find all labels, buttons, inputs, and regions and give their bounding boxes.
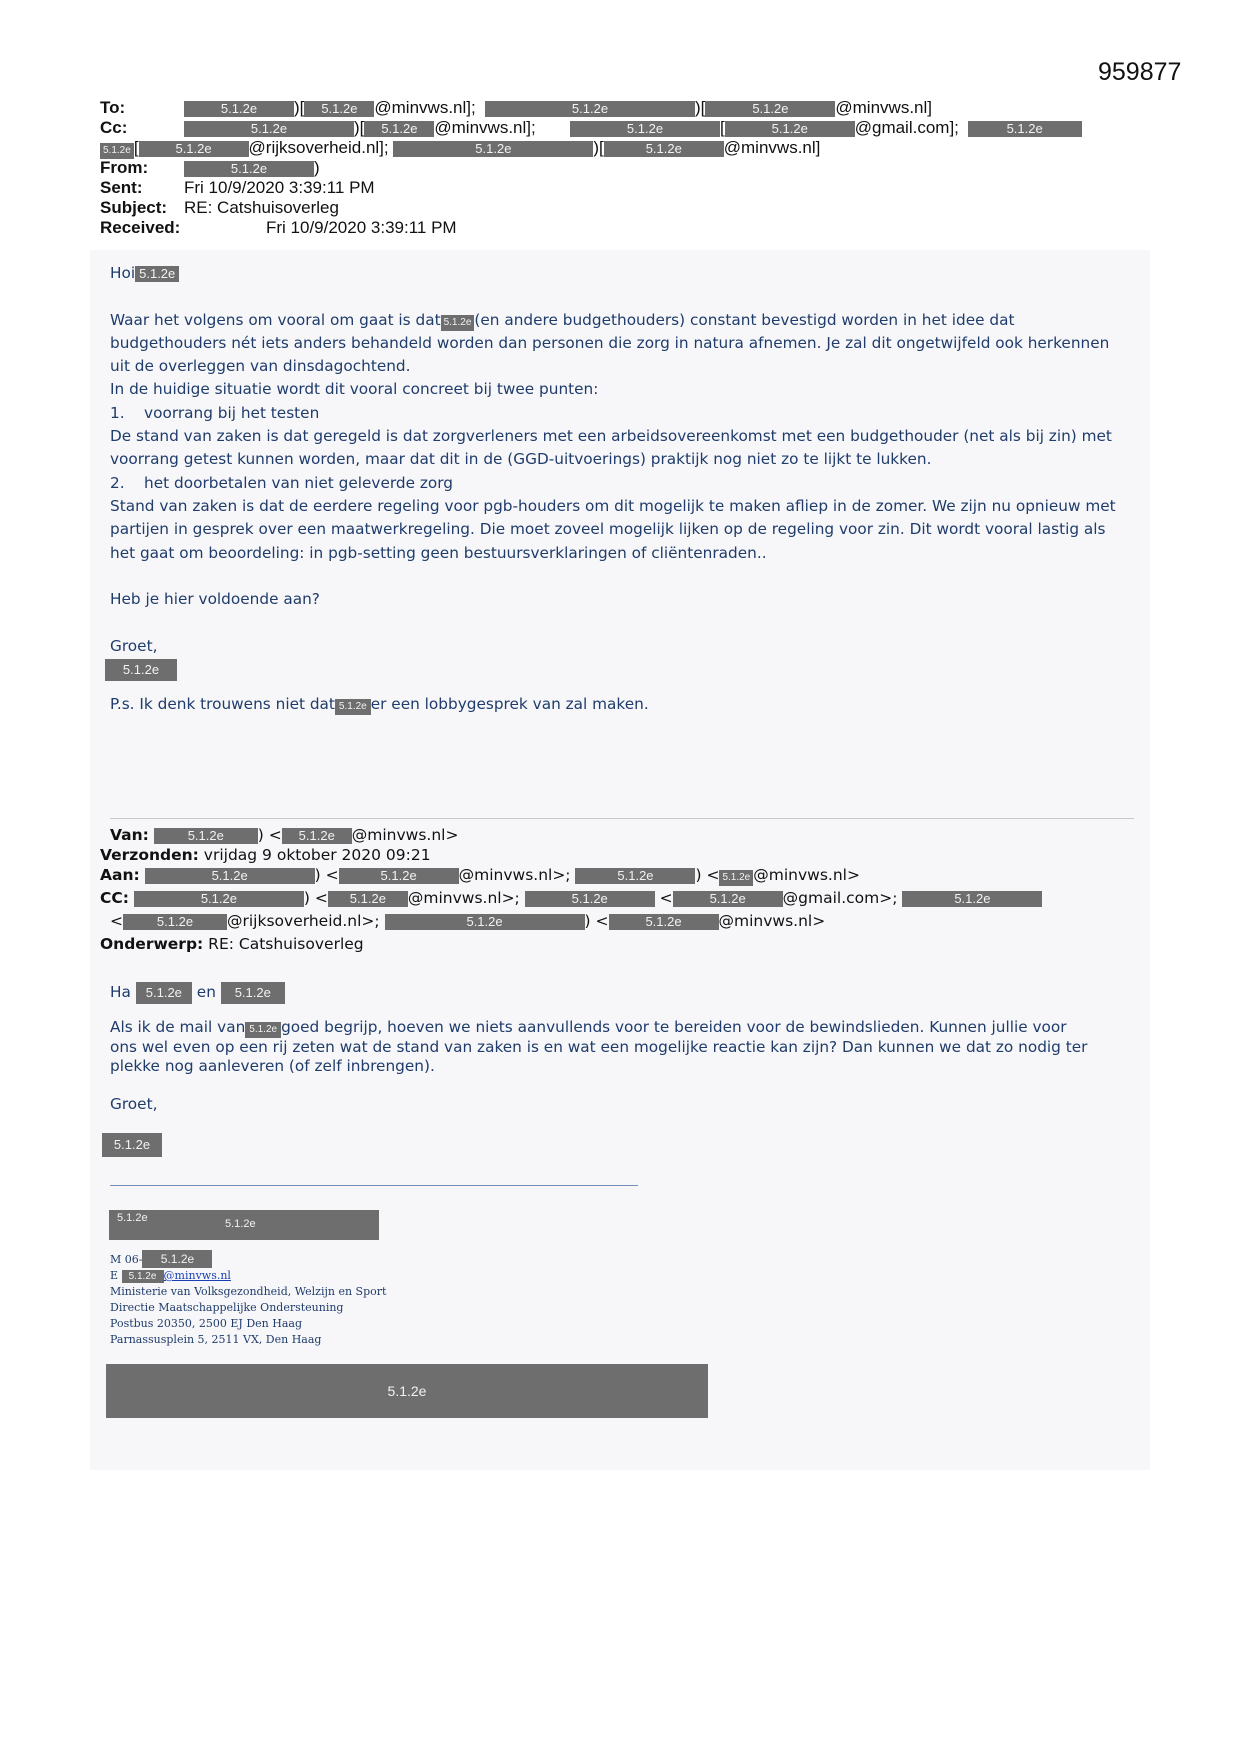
- redaction: 5.1.2e: [184, 121, 354, 137]
- email-domain: @minvws.nl>: [753, 866, 860, 884]
- onderwerp-row: [100, 933, 364, 956]
- body-text: goed begrijp, hoeven we niets aanvullends voor te bereiden voor de bewindslieden. Kunnen jullie voor: [281, 1018, 1067, 1036]
- redaction: 5.1.2e: [609, 914, 719, 930]
- email-link[interactable]: @minvws.nl: [163, 1269, 231, 1282]
- mobile-line: [110, 1250, 386, 1268]
- body-text: Heb je hier voldoende aan?: [110, 590, 320, 609]
- body-text: Stand van zaken is dat de eerdere regeling voor pgb-houders om dit mogelijk te maken afliep in de zomer. We zijn nu opnieuw met: [110, 496, 1116, 515]
- redaction: 5.1.2e: [364, 121, 434, 137]
- email-domain: @gmail.com>;: [782, 889, 898, 907]
- cc-label: CC:: [100, 889, 129, 907]
- directorate: Directie Maatschappelijke Ondersteuning: [110, 1301, 344, 1314]
- email-domain: @minvws.nl>: [718, 912, 826, 930]
- redaction: 5.1.2e: [485, 101, 695, 117]
- redaction: 5.1.2e: [282, 828, 352, 844]
- sent-label: Sent:: [100, 178, 143, 197]
- message-body-2: [110, 982, 1140, 1157]
- redaction: 5.1.2e: [385, 914, 585, 930]
- redaction: 5.1.2e: [902, 891, 1042, 907]
- body-text: ons wel even op een rij zeten wat de stand van zaken is en wat een mogelijke reactie kan zijn? Dan kunnen we dat zo nodig ter: [110, 1038, 1088, 1056]
- email-domain: @minvws.nl>: [351, 826, 459, 844]
- email-prefix: E: [110, 1269, 119, 1282]
- redaction: 5.1.2e: [123, 914, 227, 930]
- ministry: Ministerie van Volksgezondheid, Welzijn en Sport: [110, 1285, 387, 1298]
- body-text: plekke nog aanleveren (of zelf inbrengen).: [110, 1057, 435, 1075]
- punct: ) <: [314, 866, 339, 884]
- redaction: 5.1.2e: [393, 141, 593, 157]
- redaction: 5.1.2e: [335, 699, 371, 715]
- list-item: 1. voorrang bij het testen: [110, 403, 320, 422]
- body-text: partijen in gesprek over een maatwerkregeling. Die moet zoveel mogelijk lijken op de regeling voor zin. Dit wordt vooral lastig als: [110, 520, 1106, 539]
- signature: [110, 1250, 386, 1348]
- punct: <: [659, 889, 673, 907]
- body-text: (en andere budgethouders) constant bevestigd worden in het idee dat: [474, 310, 1015, 329]
- redaction: 5.1.2e: [245, 1022, 281, 1038]
- verzonden-label: Verzonden:: [100, 846, 199, 864]
- email-domain: @minvws.nl]: [723, 138, 821, 157]
- email-domain: @minvws.nl>;: [407, 889, 520, 907]
- redaction-label: 5.1.2e: [225, 1218, 256, 1230]
- punct: ) <: [584, 912, 609, 930]
- redaction: 5.1.2e: [570, 121, 720, 137]
- ps-text: er een lobbygesprek van zal maken.: [370, 695, 649, 714]
- punct: <: [110, 912, 123, 930]
- redaction: 5.1.2e: [136, 982, 192, 1004]
- message-body-1: [110, 262, 1140, 717]
- email-domain: @minvws.nl];: [434, 118, 536, 137]
- subject-label: Subject:: [100, 198, 168, 217]
- redaction: 5.1.2e: [304, 101, 374, 117]
- redaction-banner: 5.1.2e: [106, 1364, 708, 1418]
- redaction-label: 5.1.2e: [117, 1212, 148, 1224]
- cc2-row-cont: [110, 910, 825, 933]
- closing: Groet,: [110, 636, 158, 655]
- body-text: uit de overleggen van dinsdagochtend.: [110, 357, 411, 376]
- redaction: 5.1.2e: [221, 982, 285, 1004]
- redaction: 5.1.2e: [145, 868, 315, 884]
- van-label: Van:: [110, 826, 149, 844]
- ps-text: P.s. Ik denk trouwens niet dat: [110, 695, 335, 714]
- redaction: 5.1.2e: [673, 891, 783, 907]
- redaction: 5.1.2e: [102, 1133, 162, 1157]
- paren: ): [314, 158, 320, 177]
- greeting: Ha: [110, 983, 131, 1001]
- greeting: en: [196, 983, 216, 1001]
- redaction: 5.1.2e: [154, 828, 258, 844]
- onderwerp-value: RE: Catshuisoverleg: [208, 935, 364, 953]
- punct: ) <: [695, 866, 720, 884]
- cc-row-cont: 5.1.2e [ 5.1.2e @rijksoverheid.nl]; 5.1.2e )[ 5.1.2e @minvws.nl]: [100, 138, 820, 159]
- redaction: 5.1.2e: [105, 659, 177, 681]
- list-item: 2. het doorbetalen van niet geleverde zorg: [110, 473, 454, 492]
- body-text: Waar het volgens om vooral om gaat is dat: [110, 310, 441, 329]
- received-label: Received:: [100, 218, 181, 237]
- redaction: 5.1.2e: [184, 161, 314, 177]
- greeting: Hoi: [110, 264, 136, 282]
- aan-label: Aan:: [100, 866, 140, 884]
- signature-divider: [110, 1185, 638, 1186]
- redaction: 5.1.2e: [134, 891, 304, 907]
- body-text: In de huidige situatie wordt dit vooral concreet bij twee punten:: [110, 380, 599, 399]
- email-domain: @gmail.com];: [854, 118, 959, 137]
- redaction: 5.1.2e: [184, 101, 294, 117]
- aan-row: [100, 864, 860, 887]
- email-domain: @rijksoverheid.nl>;: [227, 912, 380, 930]
- separator: [110, 818, 1134, 819]
- redaction-block: [109, 1210, 379, 1240]
- sent-value: Fri 10/9/2020 3:39:11 PM: [184, 178, 375, 197]
- body-text: het gaat om beoordeling: in pgb-setting geen bestuursverklaringen of cliëntenraden..: [110, 543, 767, 562]
- redaction: 5.1.2e: [725, 121, 855, 137]
- redaction: 5.1.2e: [100, 143, 134, 159]
- verzonden-value: vrijdag 9 oktober 2020 09:21: [203, 846, 431, 864]
- redaction: 5.1.2e: [525, 891, 655, 907]
- redaction: 5.1.2e: [339, 868, 459, 884]
- subject-value: RE: Catshuisoverleg: [184, 198, 339, 217]
- redaction: 5.1.2e: [122, 1270, 164, 1283]
- postbus: Postbus 20350, 2500 EJ Den Haag: [110, 1317, 302, 1330]
- mobile-prefix: M 06-: [110, 1253, 143, 1266]
- redaction: 5.1.2e: [705, 101, 835, 117]
- from-label: From:: [100, 158, 149, 177]
- address: Parnassusplein 5, 2511 VX, Den Haag: [110, 1333, 322, 1346]
- onderwerp-label: Onderwerp:: [100, 935, 204, 953]
- redaction: 5.1.2e: [139, 141, 249, 157]
- email-domain: @rijksoverheid.nl];: [248, 138, 389, 157]
- redaction: 5.1.2e: [135, 266, 179, 282]
- body-text: Als ik de mail van: [110, 1018, 246, 1036]
- received-value: Fri 10/9/2020 3:39:11 PM: [266, 218, 457, 237]
- document-number: 959877: [1098, 58, 1182, 86]
- cc-label: Cc:: [100, 118, 128, 137]
- email-domain: @minvws.nl]: [835, 98, 932, 117]
- body-text: budgethouders nét iets anders behandeld worden dan personen die zorg in natura afnemen. Je zal dit ongetwijfeld ook herkennen: [110, 333, 1110, 352]
- punct: ) <: [303, 889, 328, 907]
- redaction: 5.1.2e: [575, 868, 695, 884]
- email-domain: @minvws.nl];: [374, 98, 476, 117]
- closing: Groet,: [110, 1095, 158, 1113]
- email-domain: @minvws.nl>;: [458, 866, 571, 884]
- redaction: 5.1.2e: [142, 1250, 212, 1268]
- cc2-row: [100, 887, 1042, 910]
- redaction: 5.1.2e: [441, 315, 475, 331]
- punct: ) <: [257, 826, 282, 844]
- redaction: 5.1.2e: [604, 141, 724, 157]
- email-line: [110, 1268, 386, 1284]
- to-label: To:: [100, 98, 126, 117]
- redaction: 5.1.2e: [328, 891, 408, 907]
- body-text: voorrang getest kunnen worden, maar dat dit in de (GGD-uitvoerings) praktijk nog niet zo te lijkt te lukken.: [110, 450, 932, 469]
- redaction: 5.1.2e: [968, 121, 1082, 137]
- redaction: 5.1.2e: [719, 870, 753, 886]
- body-text: De stand van zaken is dat geregeld is dat zorgverleners met een arbeidsovereenkomst met een budgethouder (net als bij zin) met: [110, 427, 1112, 446]
